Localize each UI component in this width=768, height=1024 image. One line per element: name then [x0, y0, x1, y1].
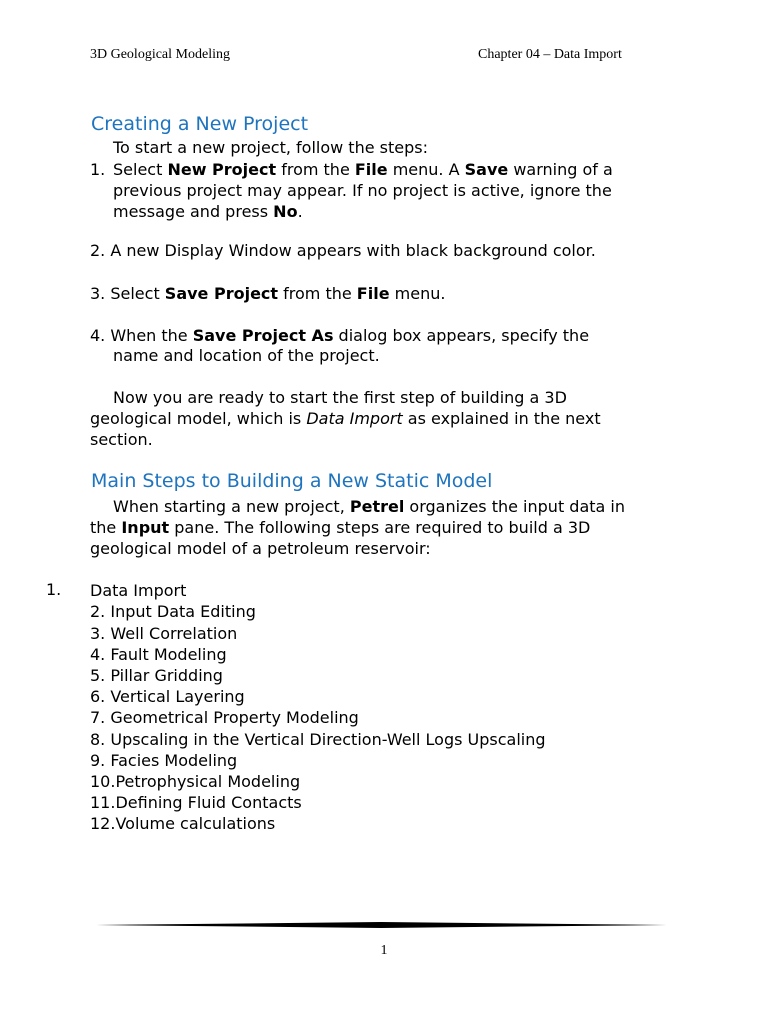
closing-line-3: section. — [90, 430, 153, 449]
section2-intro-line-1: When starting a new project, Petrel organizes the input data in — [113, 497, 626, 516]
section2-intro-line-2: the Input pane. The following steps are required to build a 3D — [90, 518, 591, 537]
step-1-line-2: previous project may appear. If no project is active, ignore the — [113, 181, 612, 200]
list-item: 11.Defining Fluid Contacts — [90, 793, 302, 812]
list-item: 6. Vertical Layering — [90, 687, 245, 706]
step-1-line-3: message and press No. — [113, 202, 303, 221]
page-header-left: 3D Geological Modeling — [90, 47, 230, 62]
step-1: 1. Select New Project from the File menu. A Save warning of a — [90, 160, 613, 179]
list-item: 4. Fault Modeling — [90, 645, 227, 664]
step-4: 4. When the Save Project As dialog box appears, specify the — [90, 326, 590, 345]
list-item: 12.Volume calculations — [90, 814, 276, 833]
list-item: Data Import — [90, 581, 187, 600]
intro-paragraph: To start a new project, follow the steps: — [113, 138, 428, 157]
list-item: 3. Well Correlation — [90, 624, 238, 643]
list-item: 9. Facies Modeling — [90, 751, 238, 770]
list-item: 5. Pillar Gridding — [90, 666, 223, 685]
list-item: 7. Geometrical Property Modeling — [90, 708, 359, 727]
step-4-line-2: name and location of the project. — [113, 346, 380, 365]
page-number: 1 — [380, 943, 388, 958]
list-item: 10.Petrophysical Modeling — [90, 772, 301, 791]
section-heading-main-steps: Main Steps to Building a New Static Model — [91, 470, 493, 492]
list-item: 8. Upscaling in the Vertical Direction-Well Logs Upscaling — [90, 730, 546, 749]
step-1-number: 1. — [90, 160, 106, 179]
step-3: 3. Select Save Project from the File menu. — [90, 284, 446, 303]
list-item: 2. Input Data Editing — [90, 602, 256, 621]
closing-line-1: Now you are ready to start the first step of building a 3D — [113, 388, 567, 407]
step-2: 2. A new Display Window appears with black background color. — [90, 241, 596, 260]
section2-intro-line-3: geological model of a petroleum reservoir: — [90, 539, 431, 558]
footer-divider — [96, 921, 667, 929]
section-heading-new-project: Creating a New Project — [91, 113, 309, 135]
page-header-right: Chapter 04 – Data Import — [478, 47, 622, 62]
closing-line-2: geological model, which is Data Import as explained in the next — [90, 409, 601, 428]
list-first-number: 1. — [46, 580, 62, 599]
